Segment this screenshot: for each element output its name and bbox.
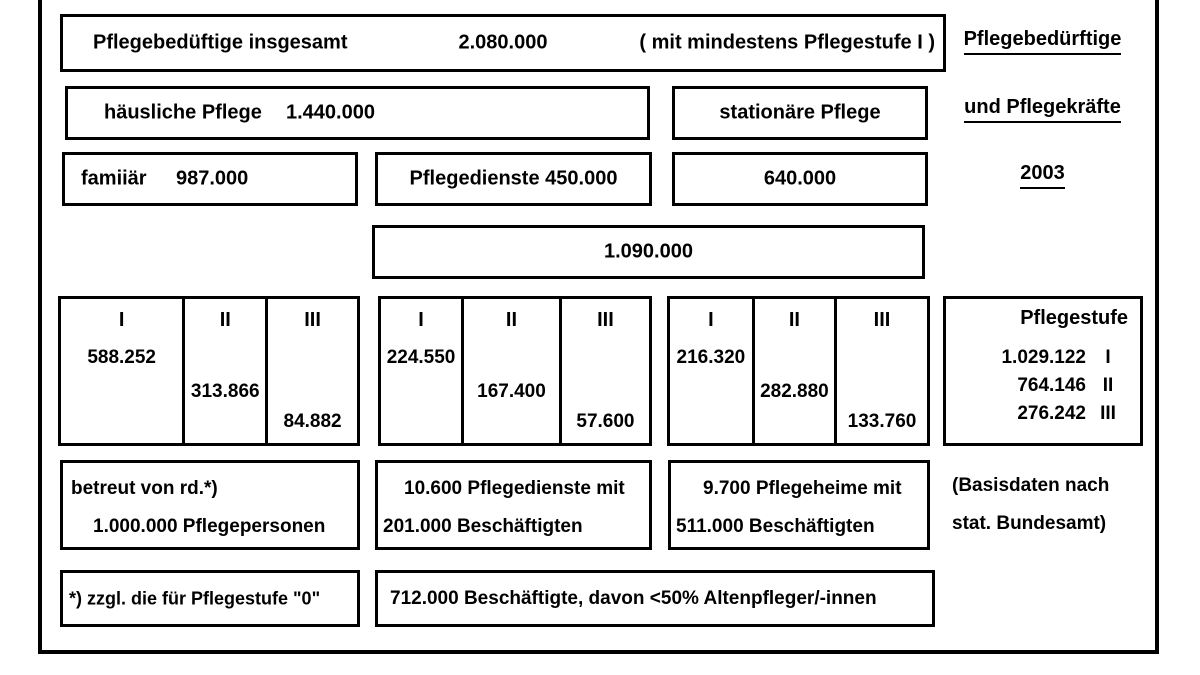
- level-value: 167.400: [477, 381, 546, 402]
- family-care-box: [62, 152, 358, 206]
- total-note: ( mit mindestens Pflegestufe I ): [639, 31, 935, 54]
- level-label: I: [418, 309, 424, 331]
- level-value: 84.882: [283, 411, 342, 432]
- combined-value: 1.090.000: [604, 240, 693, 263]
- side-title-pflegekraefte: [935, 96, 1150, 123]
- level-cell: [562, 299, 649, 443]
- level-label: II: [219, 309, 231, 331]
- home-care-label: häusliche Pflege: [104, 101, 262, 124]
- pflegestufe-row-level: II: [1102, 375, 1114, 396]
- level-value: 282.880: [760, 381, 829, 402]
- level-value: 313.866: [190, 381, 260, 402]
- level-group-services: [378, 296, 652, 446]
- level-cell: [268, 299, 357, 443]
- family-care-value: 987.000: [176, 167, 249, 190]
- level-cell: [61, 299, 185, 443]
- source-note: [952, 460, 1109, 536]
- family-care-label: famiiär: [81, 167, 147, 190]
- side-title-pflegebeduerftige: [935, 28, 1150, 55]
- footnote-text: *) zzgl. die für Pflegestufe "0": [69, 588, 321, 608]
- source-note-line2: stat. Bundesamt): [952, 513, 1107, 534]
- pflegestufe-row-value: 764.146: [1017, 375, 1086, 396]
- level-cell: [755, 299, 837, 443]
- pflegestufe-summary-box: [943, 296, 1143, 446]
- footnote-box: [60, 570, 360, 627]
- home-care-value: 1.440.000: [286, 101, 375, 124]
- combined-value-box: [372, 225, 925, 279]
- stationary-care-label: stationäre Pflege: [719, 101, 881, 124]
- total-value: 2.080.000: [458, 31, 548, 54]
- pflegestufe-row: [946, 344, 1130, 372]
- pflegestufe-row: [946, 372, 1130, 400]
- services-staff-box: [375, 460, 652, 550]
- stationary-value: 640.000: [763, 167, 837, 190]
- level-cell: [837, 299, 927, 443]
- level-value: 216.320: [676, 347, 746, 368]
- staff-total-box: [375, 570, 935, 627]
- caregivers-line1: betreut von rd.*): [71, 478, 218, 499]
- total-label: Pflegebedüftige insgesamt: [93, 31, 348, 54]
- level-label: II: [788, 309, 800, 331]
- level-label: III: [873, 309, 891, 331]
- level-cell: [670, 299, 755, 443]
- pflegestufe-row-level: I: [1105, 347, 1111, 368]
- level-label: III: [304, 309, 321, 331]
- homes-staff-line1: 9.700 Pflegeheime mit: [703, 478, 902, 499]
- level-value: 588.252: [87, 347, 156, 368]
- pflegestufe-row-value: 1.029.122: [1001, 347, 1086, 368]
- care-services-label: Pflegedienste 450.000: [409, 167, 618, 190]
- level-value: 57.600: [576, 411, 635, 432]
- level-group-stationary: [667, 296, 930, 446]
- level-value: 224.550: [386, 347, 456, 368]
- side-title-line2: und Pflegekräfte: [964, 96, 1121, 123]
- level-group-family: [58, 296, 360, 446]
- level-cell: [185, 299, 268, 443]
- homes-staff-box: [668, 460, 930, 550]
- stationary-value-box: [672, 152, 928, 206]
- total-care-dependents-box: [60, 14, 946, 72]
- level-label: I: [708, 309, 714, 331]
- caregivers-line2: 1.000.000 Pflegepersonen: [93, 516, 326, 537]
- stationary-care-box: [672, 86, 928, 140]
- pflegestufe-row-value: 276.242: [1017, 403, 1086, 424]
- pflegestufe-row-level: III: [1100, 403, 1116, 424]
- level-cell: [464, 299, 562, 443]
- side-title-line1: Pflegebedürftige: [964, 28, 1122, 55]
- care-services-box: [375, 152, 652, 206]
- level-label: III: [597, 309, 614, 331]
- caregivers-box: [60, 460, 360, 550]
- level-cell: [381, 299, 464, 443]
- services-staff-line1: 10.600 Pflegedienste mit: [404, 478, 625, 499]
- level-value: 133.760: [847, 411, 917, 432]
- source-note-line1: (Basisdaten nach: [952, 475, 1110, 496]
- pflegestufe-row: [946, 400, 1130, 428]
- side-title-year: [935, 162, 1150, 189]
- pflegestufe-title: Pflegestufe: [1020, 307, 1128, 329]
- level-label: I: [118, 309, 125, 331]
- level-label: II: [505, 309, 518, 331]
- home-care-box: [65, 86, 650, 140]
- services-staff-line2: 201.000 Beschäftigten: [383, 516, 583, 537]
- homes-staff-line2: 511.000 Beschäftigten: [676, 516, 875, 537]
- side-title-line3: 2003: [1020, 162, 1065, 189]
- staff-total-text: 712.000 Beschäftigte, davon <50% Altenpfleger/-innen: [390, 587, 877, 609]
